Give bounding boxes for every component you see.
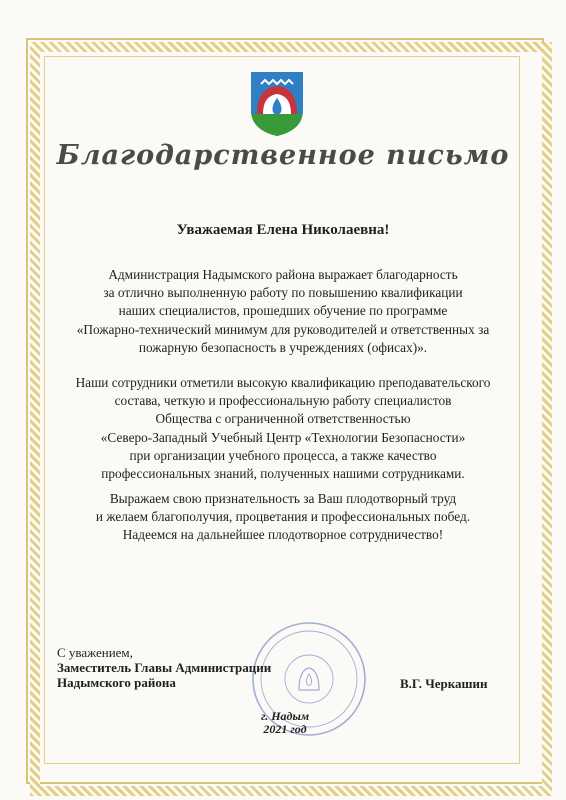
signature-block: [57, 645, 271, 690]
text-line: состава, четкую и профессиональную работу специалистов: [114, 393, 452, 409]
text-line: Наши сотрудники отметили высокую квалификацию преподавательского: [75, 375, 491, 390]
district-emblem-icon: [249, 70, 305, 138]
letter-title: Благодарственное письмо: [56, 140, 510, 171]
place-text: г. Надым: [260, 709, 310, 723]
text-line: профессиональных знаний, полученных нашими сотрудниками.: [101, 466, 465, 482]
text-line: за отлично выполненную работу по повышению квалификации: [103, 285, 463, 301]
text-line: Выражаем свою признательность за Ваш плодотворный труд: [109, 491, 457, 506]
signer-organization: Надымского района: [57, 675, 176, 690]
text-line: пожарную безопасность в учреждениях (офисах)».: [138, 339, 428, 355]
letter-greeting: Уважаемая Елена Николаевна!: [176, 222, 390, 238]
text-line: при организации учебного процесса, а также качество: [129, 447, 437, 463]
closing-text: С уважением,: [57, 645, 133, 660]
text-line: и желаем благополучия, процветания и профессиональных побед.: [95, 509, 471, 525]
signer-name: В.Г. Черкашин: [400, 676, 488, 691]
text-line: Администрация Надымского района выражает благодарность: [108, 267, 458, 282]
paragraph-wishes: [50, 490, 516, 545]
text-line: Общества с ограниченной ответственностью: [155, 411, 411, 427]
text-line: «Пожарно-технический минимум для руководителей и ответственных за: [76, 321, 490, 337]
paragraph-gratitude: [50, 266, 516, 357]
signer-position: Заместитель Главы Администрации: [57, 660, 272, 675]
text-line: наших специалистов, прошедших обучение по программе: [118, 303, 448, 319]
paragraph-qualification: [50, 374, 516, 483]
text-line: Надеемся на дальнейшее плодотворное сотрудничество!: [122, 527, 444, 543]
year-text: 2021 год: [263, 722, 307, 736]
text-line: «Северо-Западный Учебный Центр «Технологии Безопасности»: [100, 429, 466, 445]
place-date: [230, 710, 340, 736]
